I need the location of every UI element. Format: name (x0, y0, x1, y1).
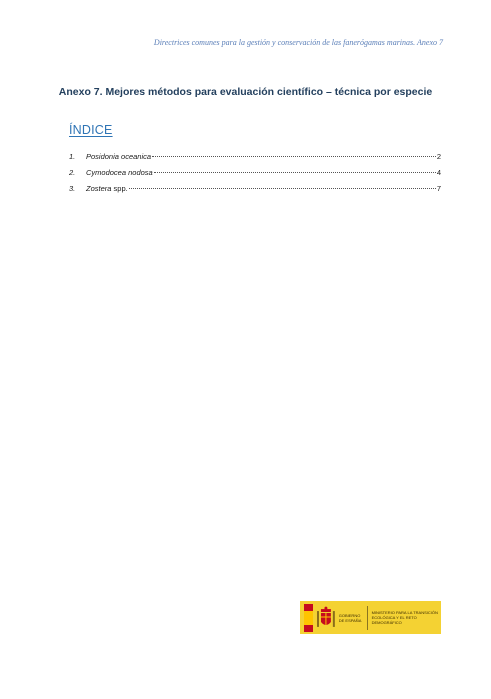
flag-stripe (304, 625, 313, 632)
spanish-flag-icon (304, 604, 313, 632)
toc-entry-title: Posidonia oceanica (86, 152, 152, 161)
logo-divider (367, 606, 368, 630)
running-header: Directrices comunes para la gestión y conservación de las fanerógamas marinas. Anexo 7 (153, 38, 443, 47)
toc-entry-page: 4 (436, 168, 441, 177)
toc-entry-page: 7 (436, 184, 441, 193)
toc-entry-number: 1. (69, 152, 76, 161)
toc-dot-leader (152, 156, 436, 157)
toc-entry[interactable] (69, 168, 441, 184)
government-label: GOBIERNO DE ESPAÑA (338, 612, 362, 623)
toc-dot-leader (129, 188, 436, 189)
toc-entry-page: 2 (436, 152, 441, 161)
flag-stripe (304, 604, 313, 611)
flag-stripe (304, 611, 313, 625)
toc-entry-number: 2. (69, 168, 76, 177)
toc-entry-title: Cymodocea nodosa (86, 168, 153, 177)
ministry-label: MINISTERIO PARA LA TRANSICIÓN ECOLÓGICA Y EL RETO DEMOGRÁFICO (371, 610, 438, 625)
coat-of-arms-icon (316, 605, 336, 631)
government-ministry-logo (300, 601, 441, 634)
table-of-contents (69, 152, 441, 200)
toc-dot-leader (154, 172, 436, 173)
toc-entry[interactable] (69, 152, 441, 168)
toc-entry[interactable] (69, 184, 441, 200)
toc-heading: ÍNDICE (69, 123, 113, 137)
toc-entry-title: Zostera spp. (86, 184, 128, 193)
document-title: Anexo 7. Mejores métodos para evaluación científico – técnica por especie (58, 86, 433, 98)
toc-entry-number: 3. (69, 184, 76, 193)
